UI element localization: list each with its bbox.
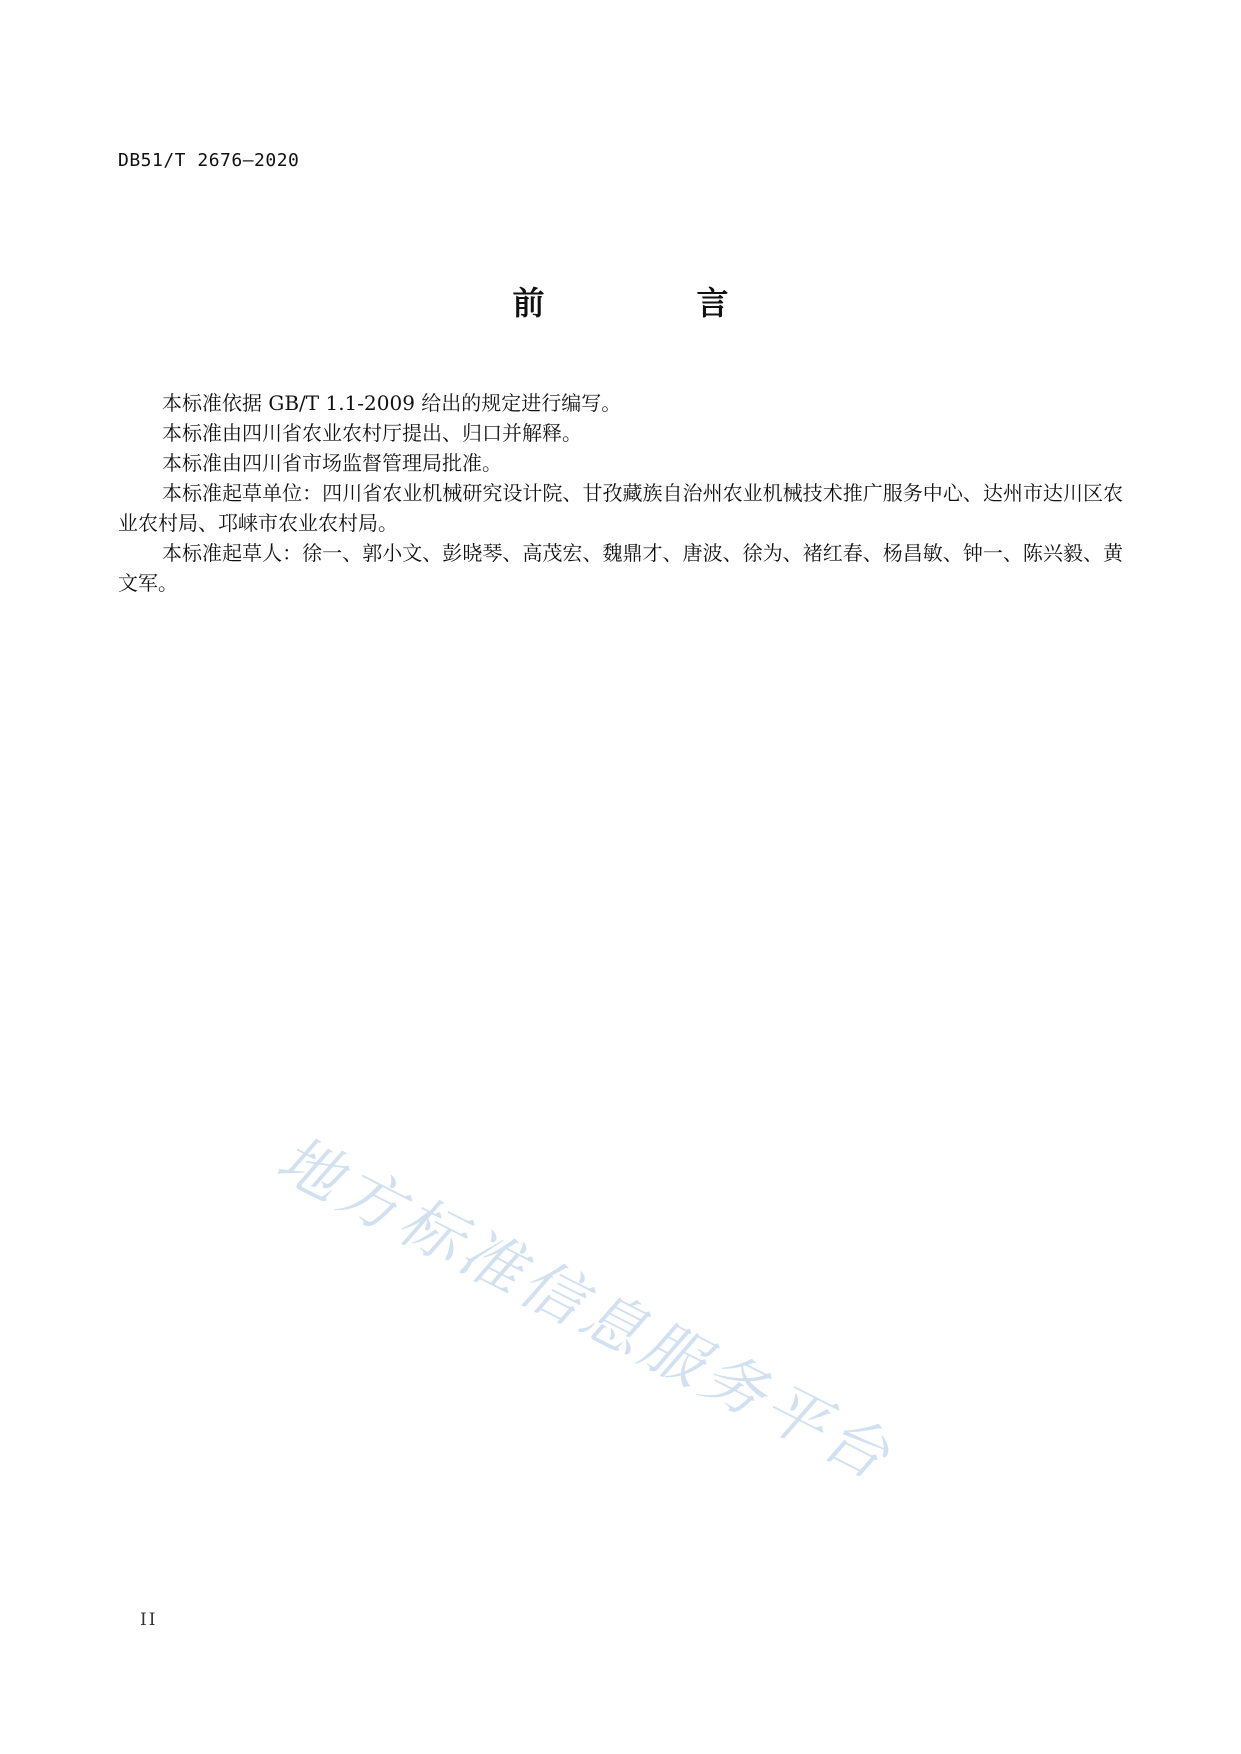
paragraph-drafters: 本标准起草人：徐一、郭小文、彭晓琴、高茂宏、魏鼎才、唐波、徐为、褚红春、杨昌敏、钟一、陈兴毅、黄文军。: [118, 541, 1123, 595]
standard-code: DB51/T 2676—2020: [118, 150, 300, 171]
paragraph-approver: 本标准由四川省市场监督管理局批准。: [162, 451, 502, 475]
paragraph-drafting-units: 本标准起草单位：四川省农业机械研究设计院、甘孜藏族自治州农业机械技术推广服务中心、达州市达川区农业农村局、邛崃市农业农村局。: [118, 481, 1123, 535]
watermark: 地方标准信息服务平台: [265, 1121, 905, 1496]
paragraph-drafting-rule: 本标准依据 GB/T 1.1-2009 给出的规定进行编写。: [162, 391, 622, 415]
paragraph-proposer: 本标准由四川省农业农村厅提出、归口并解释。: [162, 421, 582, 445]
foreword-body: [118, 388, 1123, 598]
page-number: II: [140, 1610, 158, 1630]
page-title: 前 言: [512, 284, 789, 322]
